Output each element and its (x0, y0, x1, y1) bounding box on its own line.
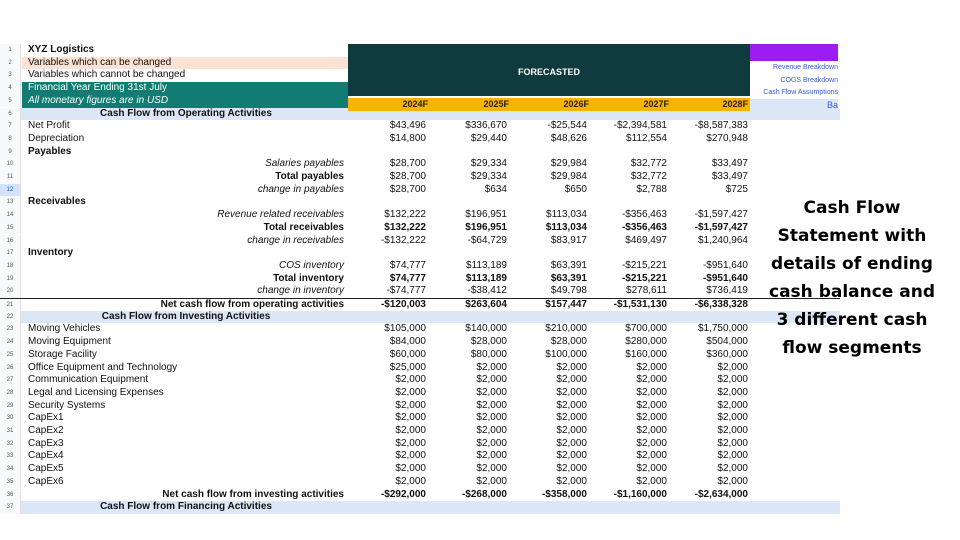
value-cell[interactable]: $157,447 (545, 299, 587, 310)
row-number[interactable]: 36 (0, 489, 21, 502)
row-label[interactable]: Communication Equipment (28, 374, 149, 386)
row-label[interactable]: Legal and Licensing Expenses (28, 386, 164, 398)
value-cell[interactable]: $113,189 (466, 259, 507, 271)
value-cell[interactable]: $43,496 (389, 120, 426, 132)
value-cell[interactable]: $28,700 (389, 158, 426, 170)
value-cell[interactable]: $2,000 (395, 475, 426, 487)
row-number[interactable]: 17 (0, 247, 21, 260)
value-cell[interactable]: -$38,412 (467, 285, 507, 297)
row-number[interactable]: 27 (0, 374, 21, 387)
row-label[interactable]: Moving Vehicles (28, 323, 101, 335)
table-row (0, 146, 840, 159)
row-number[interactable]: 1 (0, 44, 21, 57)
row-number[interactable]: 7 (0, 120, 21, 133)
value-cell[interactable]: $2,000 (717, 463, 748, 475)
table-row (0, 412, 840, 425)
row-number[interactable]: 23 (0, 323, 21, 336)
row-label[interactable]: Moving Equipment (28, 336, 111, 348)
table-row (0, 438, 840, 451)
row-number[interactable]: 11 (0, 171, 21, 184)
value-cell[interactable]: $736,419 (706, 285, 748, 297)
value-cell[interactable]: -$1,597,427 (694, 209, 748, 221)
value-cell[interactable]: -$1,597,427 (694, 221, 748, 233)
purple-header-cell[interactable] (750, 44, 838, 61)
value-cell[interactable]: $132,222 (384, 209, 426, 221)
value-cell[interactable]: -$358,000 (541, 488, 587, 500)
value-cell[interactable]: $1,240,964 (697, 234, 748, 246)
value-cell[interactable]: $2,000 (395, 374, 426, 386)
side-cell[interactable]: Ba (750, 99, 838, 111)
table-row (0, 158, 840, 171)
value-cell[interactable]: $32,772 (630, 171, 667, 182)
value-cell[interactable]: $634 (484, 183, 507, 195)
value-cell[interactable]: -$2,634,000 (694, 488, 748, 500)
table-row (0, 273, 840, 286)
value-cell[interactable]: -$215,221 (621, 259, 667, 271)
row-label[interactable]: Salaries payables (265, 158, 344, 170)
value-cell[interactable]: $2,000 (636, 437, 667, 449)
value-cell[interactable]: $278,611 (626, 285, 667, 297)
value-cell[interactable]: -$6,338,328 (694, 299, 748, 310)
row-label[interactable]: CapEx3 (28, 437, 64, 449)
value-cell[interactable]: $2,000 (636, 386, 667, 398)
year-header[interactable]: 2025F (483, 99, 509, 109)
value-cell[interactable]: $2,000 (476, 361, 507, 373)
table-row (0, 222, 840, 235)
value-cell[interactable]: $2,000 (636, 475, 667, 487)
value-cell[interactable]: $2,000 (476, 475, 507, 487)
value-cell[interactable]: $105,000 (384, 323, 426, 335)
value-cell[interactable]: $2,000 (395, 386, 426, 398)
table-row (0, 311, 840, 324)
table-row (0, 196, 840, 209)
row-label[interactable]: Net cash flow from investing activities (162, 488, 344, 500)
value-cell[interactable]: $74,777 (389, 259, 426, 271)
value-cell[interactable]: -$2,394,581 (613, 120, 667, 132)
value-cell[interactable]: -$356,463 (621, 221, 667, 233)
row-label[interactable]: CapEx4 (28, 450, 64, 462)
row-number[interactable]: 31 (0, 425, 21, 438)
value-cell[interactable]: $263,604 (465, 299, 507, 310)
value-cell[interactable]: $28,000 (550, 336, 587, 348)
row-label[interactable]: All monetary figures are in USD (22, 95, 348, 108)
value-cell[interactable]: $113,034 (545, 221, 587, 233)
row-label[interactable]: Net Profit (28, 120, 70, 132)
table-row (0, 450, 840, 463)
row-label[interactable]: Financial Year Ending 31st July (22, 82, 348, 95)
value-cell[interactable]: $2,000 (636, 425, 667, 436)
value-cell[interactable]: $14,800 (389, 132, 426, 144)
row-label[interactable]: Inventory (28, 247, 74, 259)
table-row (0, 425, 840, 438)
value-cell[interactable]: $84,000 (389, 336, 426, 348)
row-label[interactable]: change in inventory (257, 285, 344, 297)
value-cell[interactable]: $80,000 (470, 348, 507, 360)
row-label[interactable]: Total inventory (273, 272, 344, 284)
value-cell[interactable]: -$132,222 (380, 234, 426, 246)
value-cell[interactable]: $49,798 (550, 285, 587, 297)
value-cell[interactable]: $74,777 (389, 272, 426, 284)
row-number[interactable]: 29 (0, 400, 21, 413)
value-cell[interactable]: -$951,640 (702, 272, 748, 284)
value-cell[interactable]: -$215,221 (621, 272, 667, 284)
value-cell[interactable]: $132,222 (384, 221, 426, 233)
table-row (0, 463, 840, 476)
row-number[interactable]: 2 (0, 57, 21, 70)
forecasted-banner (348, 44, 750, 96)
value-cell[interactable]: $2,000 (636, 463, 667, 475)
value-cell[interactable]: $2,000 (395, 399, 426, 411)
table-row (0, 235, 840, 248)
row-number[interactable]: 34 (0, 463, 21, 476)
sheet-links (750, 62, 838, 100)
value-cell[interactable]: $210,000 (545, 323, 587, 335)
value-cell[interactable]: $2,000 (395, 463, 426, 475)
row-label[interactable]: Receivables (28, 196, 86, 208)
row-number[interactable]: 10 (0, 158, 21, 171)
table-row (0, 171, 840, 184)
value-cell[interactable]: $2,000 (395, 437, 426, 449)
table-row (0, 184, 840, 197)
value-cell[interactable]: -$8,587,383 (694, 120, 748, 132)
row-label[interactable]: CapEx2 (28, 425, 64, 436)
value-cell[interactable]: $469,497 (625, 234, 667, 246)
value-cell[interactable]: $196,951 (465, 209, 507, 221)
value-cell[interactable]: $29,984 (550, 171, 587, 182)
row-label[interactable]: Office Equipment and Technology (28, 361, 178, 373)
table-row (0, 362, 840, 375)
table-row (0, 489, 840, 502)
row-label[interactable]: XYZ Logistics (28, 44, 95, 55)
value-cell[interactable]: $29,334 (470, 171, 507, 182)
year-header[interactable]: 2026F (563, 99, 589, 109)
link-cash-flow-assumptions[interactable]: Cash Flow Assumptions (763, 89, 838, 96)
row-number[interactable]: 4 (0, 82, 21, 95)
value-cell[interactable]: $140,000 (465, 323, 507, 335)
value-cell[interactable]: $2,000 (476, 412, 507, 424)
value-cell[interactable]: $2,000 (636, 374, 667, 386)
value-cell[interactable]: $160,000 (625, 348, 667, 360)
row-number[interactable]: 25 (0, 349, 21, 362)
row-number[interactable]: 37 (0, 501, 21, 514)
row-label[interactable]: Cash Flow from Financing Activities (100, 501, 272, 513)
value-cell[interactable]: $29,334 (470, 158, 507, 170)
row-number[interactable]: 22 (0, 311, 21, 324)
value-cell[interactable]: $2,000 (476, 425, 507, 436)
value-cell[interactable]: $2,000 (556, 463, 587, 475)
value-cell[interactable]: $2,000 (476, 374, 507, 386)
row-number[interactable]: 28 (0, 387, 21, 400)
value-cell[interactable]: $2,000 (476, 450, 507, 462)
year-header[interactable]: 2024F (402, 99, 428, 109)
row-label[interactable]: Net cash flow from operating activities (160, 299, 344, 310)
row-number[interactable]: 30 (0, 412, 21, 425)
value-cell[interactable]: $63,391 (550, 259, 587, 271)
value-cell[interactable]: -$74,777 (386, 285, 426, 297)
value-cell[interactable]: $2,000 (717, 374, 748, 386)
table-row (0, 209, 840, 222)
value-cell[interactable]: $60,000 (389, 348, 426, 360)
value-cell[interactable]: $2,000 (556, 412, 587, 424)
table-row (0, 133, 840, 146)
value-cell[interactable]: $63,391 (550, 272, 587, 284)
value-cell[interactable]: $270,948 (706, 132, 748, 144)
table-row (0, 323, 840, 336)
value-cell[interactable]: $2,000 (556, 450, 587, 462)
row-number[interactable]: 20 (0, 285, 21, 298)
value-cell[interactable]: $2,000 (717, 386, 748, 398)
value-cell[interactable]: -$25,544 (547, 120, 587, 132)
value-cell[interactable]: $33,497 (711, 171, 748, 182)
value-cell[interactable]: $83,917 (550, 234, 587, 246)
table-row (0, 285, 840, 298)
table-row (0, 120, 840, 133)
value-cell[interactable]: $28,700 (389, 183, 426, 195)
row-label[interactable]: CapEx5 (28, 463, 64, 475)
row-label[interactable]: Total payables (275, 171, 344, 182)
link-revenue-breakdown[interactable]: Revenue Breakdown (773, 64, 838, 71)
row-label[interactable]: Cash Flow from Operating Activities (100, 107, 272, 119)
value-cell[interactable]: $2,000 (636, 412, 667, 424)
value-cell[interactable]: $2,000 (556, 386, 587, 398)
value-cell[interactable]: $48,626 (550, 132, 587, 144)
row-label[interactable]: CapEx6 (28, 475, 64, 487)
value-cell[interactable]: -$268,000 (461, 488, 507, 500)
table-row (0, 374, 840, 387)
value-cell[interactable]: $700,000 (625, 323, 667, 335)
row-label[interactable]: COS inventory (278, 259, 344, 271)
row-number[interactable]: 33 (0, 450, 21, 463)
value-cell[interactable]: $2,000 (476, 463, 507, 475)
row-number[interactable]: 9 (0, 146, 21, 159)
row-number[interactable]: 35 (0, 476, 21, 489)
row-number[interactable]: 18 (0, 260, 21, 273)
value-cell[interactable]: $25,000 (389, 361, 426, 373)
row-number[interactable]: 13 (0, 196, 21, 209)
row-number[interactable]: 3 (0, 69, 21, 82)
row-label[interactable]: Variables which can be changed (22, 57, 348, 70)
row-number[interactable]: 21 (0, 299, 21, 312)
value-cell[interactable]: $113,189 (465, 272, 507, 284)
row-label[interactable]: Depreciation (28, 132, 85, 144)
value-cell[interactable]: $2,000 (556, 475, 587, 487)
row-label[interactable]: Revenue related receivables (217, 209, 344, 221)
year-header[interactable]: 2028F (722, 99, 748, 109)
row-number[interactable]: 12 (0, 184, 21, 197)
row-label[interactable]: Payables (28, 145, 72, 157)
value-cell[interactable]: $2,000 (395, 450, 426, 462)
value-cell[interactable]: $2,000 (556, 437, 587, 449)
value-cell[interactable]: $360,000 (706, 348, 748, 360)
value-cell[interactable]: $2,000 (476, 386, 507, 398)
value-cell[interactable]: $1,750,000 (697, 323, 748, 335)
value-cell[interactable]: $29,984 (550, 158, 587, 170)
table-row (0, 336, 840, 349)
value-cell[interactable]: -$1,160,000 (613, 488, 667, 500)
value-cell[interactable]: $504,000 (706, 336, 748, 348)
value-cell[interactable]: $2,000 (395, 412, 426, 424)
value-cell[interactable]: $2,000 (476, 399, 507, 411)
value-cell[interactable]: $29,440 (470, 132, 507, 144)
row-label[interactable]: Variables which cannot be changed (28, 69, 186, 81)
row-number[interactable]: 24 (0, 336, 21, 349)
value-cell[interactable]: $2,000 (395, 425, 426, 436)
table-row (0, 260, 840, 273)
row-label[interactable]: Storage Facility (28, 348, 97, 360)
value-cell[interactable]: $280,000 (625, 336, 667, 348)
value-cell[interactable]: $196,951 (465, 221, 507, 233)
row-label[interactable]: Cash Flow from Investing Activities (101, 310, 271, 322)
table-row (0, 501, 840, 514)
value-cell[interactable]: $2,000 (717, 475, 748, 487)
value-cell[interactable]: $2,000 (717, 450, 748, 462)
value-cell[interactable]: $2,000 (556, 399, 587, 411)
value-cell[interactable]: -$951,640 (702, 259, 748, 271)
value-cell[interactable]: $725 (725, 183, 748, 195)
value-cell[interactable]: $112,554 (626, 132, 667, 144)
value-cell[interactable]: $2,000 (636, 450, 667, 462)
value-cell[interactable]: $2,000 (556, 361, 587, 373)
row-number[interactable]: 32 (0, 438, 21, 451)
table-row (0, 476, 840, 489)
forecasted-label: FORECASTED (517, 67, 580, 77)
value-cell[interactable]: $2,000 (636, 361, 667, 373)
row-label[interactable]: change in payables (257, 183, 344, 195)
value-cell[interactable]: $2,000 (476, 437, 507, 449)
value-cell[interactable]: $28,700 (389, 171, 426, 182)
value-cell[interactable]: -$64,729 (467, 234, 507, 246)
value-cell[interactable]: $100,000 (545, 348, 587, 360)
row-label[interactable]: CapEx1 (28, 412, 64, 424)
value-cell[interactable]: -$356,463 (621, 209, 667, 221)
row-number[interactable]: 16 (0, 235, 21, 248)
row-number[interactable]: 6 (0, 108, 21, 121)
table-row (0, 247, 840, 260)
value-cell[interactable]: $2,000 (717, 412, 748, 424)
value-cell[interactable]: $32,772 (630, 158, 667, 170)
value-cell[interactable]: $2,000 (717, 437, 748, 449)
value-cell[interactable]: $2,000 (636, 399, 667, 411)
year-header[interactable]: 2027F (643, 99, 669, 109)
row-label[interactable]: Total receivables (263, 221, 344, 233)
row-number[interactable]: 15 (0, 222, 21, 235)
link-cogs-breakdown[interactable]: COGS Breakdown (780, 76, 838, 84)
caption-text: Cash Flow Statement with details of ending cash balance and 3 different cash flow segments (769, 198, 935, 358)
table-row (0, 298, 840, 312)
row-number[interactable]: 26 (0, 362, 21, 375)
value-cell[interactable]: $33,497 (711, 158, 748, 170)
value-cell[interactable]: $650 (564, 183, 587, 195)
value-cell[interactable]: -$120,003 (380, 299, 426, 310)
value-cell[interactable]: -$292,000 (380, 488, 426, 500)
value-cell[interactable]: $2,788 (636, 183, 667, 195)
value-cell[interactable]: $2,000 (717, 361, 748, 373)
row-label[interactable]: Security Systems (28, 399, 106, 411)
table-row (0, 387, 840, 400)
value-cell[interactable]: $113,034 (546, 209, 587, 221)
table-row (0, 400, 840, 413)
row-number[interactable]: 8 (0, 133, 21, 146)
value-cell[interactable]: $2,000 (556, 425, 587, 436)
year-header-row (348, 98, 750, 111)
value-cell[interactable]: -$1,531,130 (613, 299, 667, 310)
row-number[interactable]: 14 (0, 209, 21, 222)
row-number[interactable]: 5 (0, 95, 21, 108)
value-cell[interactable]: $2,000 (556, 374, 587, 386)
value-cell[interactable]: $2,000 (717, 399, 748, 411)
value-cell[interactable]: $2,000 (717, 425, 748, 436)
row-number[interactable]: 19 (0, 273, 21, 286)
row-label[interactable]: change in receivables (247, 234, 344, 246)
value-cell[interactable]: $336,670 (465, 120, 507, 132)
value-cell[interactable]: $28,000 (470, 336, 507, 348)
table-row (0, 349, 840, 362)
